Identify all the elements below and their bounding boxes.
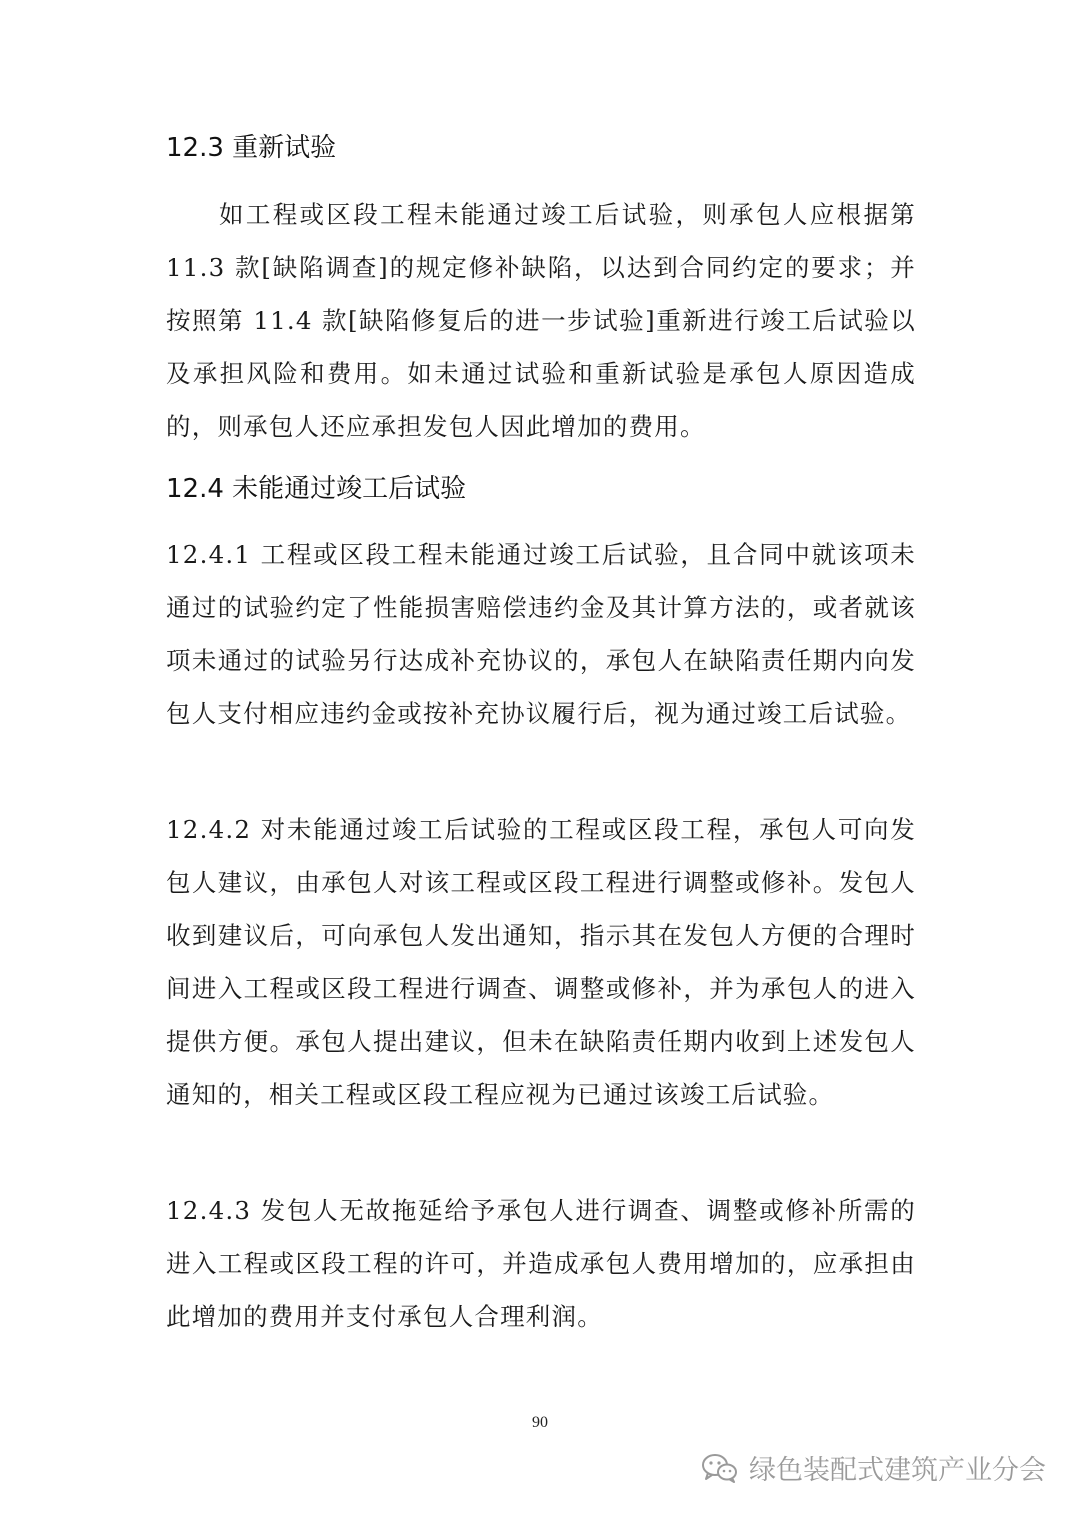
wechat-icon: [701, 1453, 739, 1483]
watermark: [701, 1448, 1046, 1487]
paragraph-12-3: 如工程或区段工程未能通过竣工后试验，则承包人应根据第 11.3 款[缺陷调查]的规定修补缺陷，以达到合同约定的要求；并按照第 11.4 款[缺陷修复后的进一步试验]重新进行竣工后试验以及承担风险和费用。如未通过试验和重新试验是承包人原因造成的，则承包人还应承担发包人因此增加的费用。: [166, 200, 916, 441]
paragraph-12-4-2: 12.4.2 对未能通过竣工后试验的工程或区段工程，承包人可向发包人建议，由承包人对该工程或区段工程进行调整或修补。发包人收到建议后，可向承包人发出通知，指示其在发包人方便的合理时间进入工程或区段工程进行调查、调整或修补，并为承包人的进入提供方便。承包人提出建议，但未在缺陷责任期内收到上述发包人通知的，相关工程或区段工程应视为已通过该竣工后试验。: [166, 815, 916, 1109]
watermark-text: 绿色装配式建筑产业分会: [749, 1455, 1046, 1486]
section-heading-12-4: 12.4 未能通过竣工后试验: [166, 474, 467, 504]
paragraph-12-4-1: 12.4.1 工程或区段工程未能通过竣工后试验，且合同中就该项未通过的试验约定了性能损害赔偿违约金及其计算方法的，或者就该项未通过的试验另行达成补充协议的，承包人在缺陷责任期内向发包人支付相应违约金或按补充协议履行后，视为通过竣工后试验。: [166, 540, 916, 728]
paragraph-12-4-3: 12.4.3 发包人无故拖延给予承包人进行调查、调整或修补所需的进入工程或区段工程的许可，并造成承包人费用增加的，应承担由此增加的费用并支付承包人合理利润。: [166, 1196, 916, 1331]
section-heading-12-3: 12.3 重新试验: [166, 133, 337, 163]
page-number: 90: [532, 1414, 548, 1431]
